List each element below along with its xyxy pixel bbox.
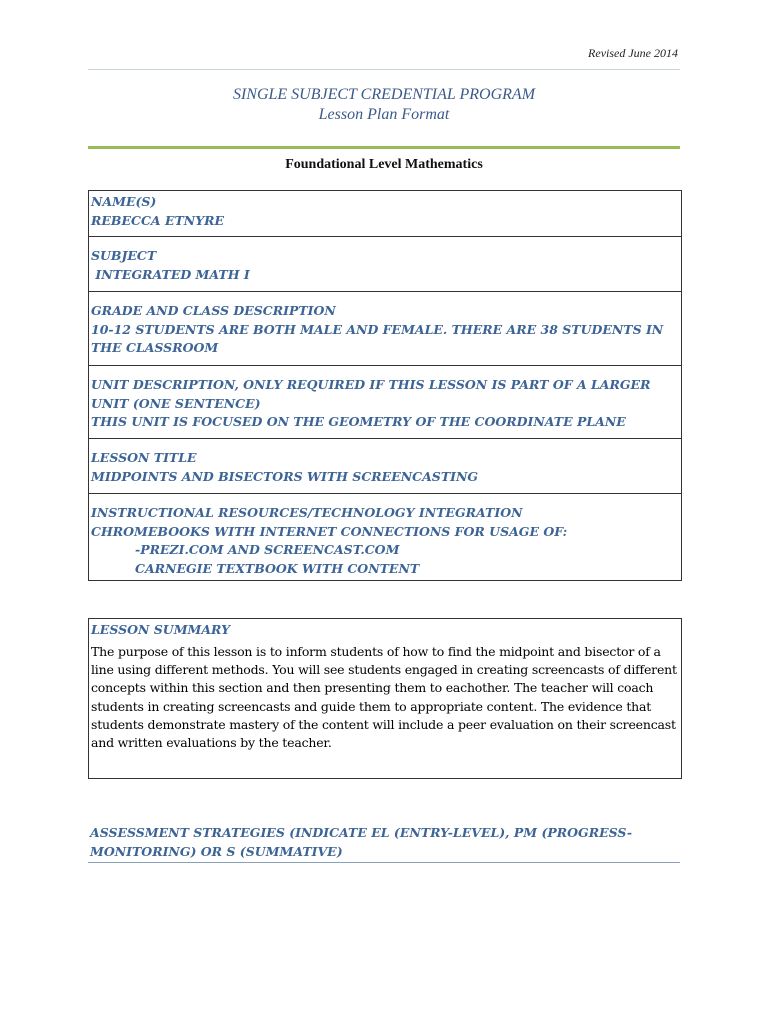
lesson-info-table <box>88 190 682 581</box>
row-resources <box>89 494 682 581</box>
cell-resources <box>89 494 682 581</box>
cell-lesson-title <box>89 439 682 494</box>
row-name <box>89 191 682 237</box>
resources-item: -PREZI.COM AND SCREENCAST.COM <box>135 542 400 557</box>
row-unit <box>89 366 682 439</box>
lesson-title-label: LESSON TITLE <box>91 450 197 465</box>
grade-value: 10-12 STUDENTS ARE BOTH MALE AND FEMALE. THERE ARE 38 STUDENTS IN THE CLASSROOM <box>91 321 664 355</box>
program-subtitle: Lesson Plan Format <box>318 106 450 123</box>
lesson-summary-text: The purpose of this lesson is to inform students of how to find the midpoint and bisector of a line using different methods. You will see students engaged in creating screencasts of different concepts within this section and then presenting them to eachother. The teacher will coach students in creating screencasts and guide them to appropriate content. The evidence that students demonstrate mastery of the content will include a peer evaluation on their screencast and written evaluations by the teacher. <box>91 644 677 751</box>
name-value: REBECCA ETNYRE <box>91 212 225 228</box>
cell-unit <box>89 366 682 439</box>
name-label: NAME(S) <box>91 194 157 209</box>
level-title: Foundational Level Mathematics <box>285 157 483 172</box>
subject-value: INTEGRATED MATH I <box>91 266 250 282</box>
row-subject <box>89 237 682 292</box>
program-title: SINGLE SUBJECT CREDENTIAL PROGRAM <box>232 86 536 103</box>
cell-subject <box>89 237 682 292</box>
revision-date: Revised June 2014 <box>588 46 678 60</box>
cell-grade <box>89 292 682 366</box>
resources-label: INSTRUCTIONAL RESOURCES/TECHNOLOGY INTEGRATION <box>91 505 523 520</box>
grade-label: GRADE AND CLASS DESCRIPTION <box>91 303 336 318</box>
bottom-divider <box>88 862 680 863</box>
lesson-summary-title: LESSON SUMMARY <box>91 622 230 637</box>
resources-value: CHROMEBOOKS WITH INTERNET CONNECTIONS FOR USAGE OF: <box>91 523 568 539</box>
lesson-summary-box <box>88 618 682 779</box>
top-divider <box>88 69 680 70</box>
green-divider <box>88 146 680 149</box>
row-grade <box>89 292 682 366</box>
program-header <box>88 85 680 125</box>
lesson-title-value: MIDPOINTS AND BISECTORS WITH SCREENCASTING <box>91 468 479 484</box>
unit-label: UNIT DESCRIPTION, ONLY REQUIRED IF THIS LESSON IS PART OF A LARGER UNIT (ONE SENTENCE) <box>91 377 651 411</box>
subject-label: SUBJECT <box>91 248 157 263</box>
cell-name <box>89 191 682 237</box>
resources-item: CARNEGIE TEXTBOOK WITH CONTENT <box>135 560 420 576</box>
assessment-strategies-heading: ASSESSMENT STRATEGIES (INDICATE EL (ENTRY-LEVEL), PM (PROGRESS-MONITORING) OR S (SUMMATIVE) <box>90 825 633 859</box>
row-lesson-title <box>89 439 682 494</box>
unit-value: THIS UNIT IS FOCUSED ON THE GEOMETRY OF THE COORDINATE PLANE <box>91 414 626 429</box>
